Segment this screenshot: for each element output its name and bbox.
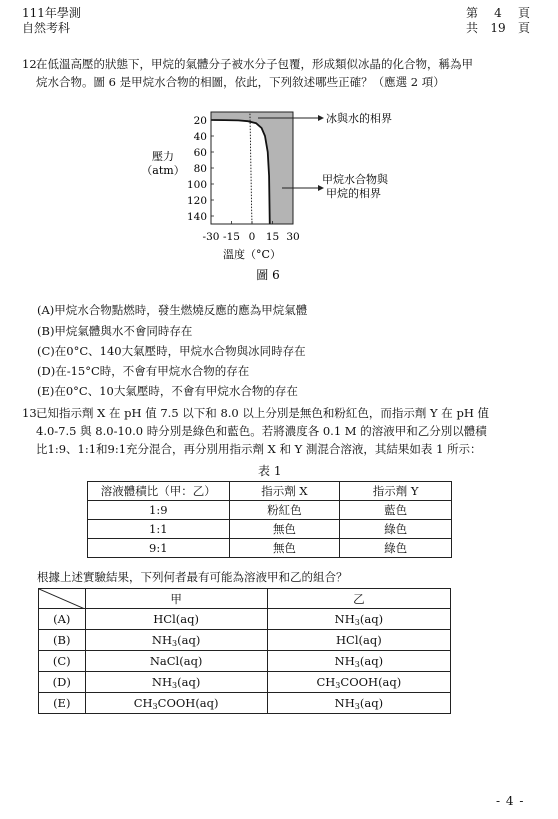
table-cell: 粉紅色 xyxy=(229,501,340,520)
question-13 xyxy=(22,404,532,458)
phase-diagram xyxy=(187,112,300,243)
table-cell: HCl(aq) xyxy=(85,609,267,630)
page-indicator: 第 4 頁 xyxy=(466,6,530,20)
table-row xyxy=(88,520,452,539)
phase-diagram-figure xyxy=(0,0,558,300)
option-a: (A)甲烷水合物點燃時，發生燃燒反應的應為甲烷氣體 xyxy=(37,303,308,317)
table-cell: $NH_3(aq)$ xyxy=(85,630,267,651)
y-tick-label: 60 xyxy=(193,147,207,159)
table-cell: $NH_3(aq)$ xyxy=(267,693,450,714)
annotation-hydrate-1: 甲烷水合物與 xyxy=(322,173,388,186)
x-tick-label: -15 xyxy=(223,231,240,243)
table-cell: 無色 xyxy=(229,520,340,539)
question-text: 在低溫高壓的狀態下，甲烷的氣體分子被水分子包覆，形成類似冰晶的化合物，稱為甲 xyxy=(36,57,473,71)
table-header: 指示劑 Y xyxy=(340,482,452,501)
y-tick-label: 120 xyxy=(186,195,207,207)
question-text: 已知指示劑 X 在 pH 值 7.5 以下和 8.0 以上分別是無色和粉紅色，而指示劑 Y 在 pH 值 xyxy=(36,406,489,420)
option-b: (B)甲烷氣體與水不會同時存在 xyxy=(37,324,193,338)
y-axis-label: 壓力 xyxy=(152,150,174,163)
y-tick-label: 20 xyxy=(193,115,207,127)
table-cell: HCl(aq) xyxy=(267,630,450,651)
annotation-hydrate-2: 甲烷的相界 xyxy=(326,187,381,200)
question-prompt: 根據上述實驗結果，下列何者最有可能為溶液甲和乙的組合？ xyxy=(37,570,348,584)
table-header-row xyxy=(88,482,452,501)
table-row xyxy=(39,630,451,651)
y-tick-label: 100 xyxy=(186,179,207,191)
annotation-ice-water: 冰與水的相界 xyxy=(326,112,392,125)
table-cell: 1:9 xyxy=(88,501,230,520)
table1-caption: 表 1 xyxy=(258,464,282,478)
table-cell: 9:1 xyxy=(88,539,230,558)
question-text: 比1:9、1:1和9:1充分混合，再分別用指示劑 X 和 Y 測混合溶液，其結果如表 1 所示： xyxy=(36,442,482,456)
table-cell: NaCl(aq) xyxy=(85,651,267,672)
answer-choices-table xyxy=(38,588,451,714)
table-header-diagonal xyxy=(39,589,86,609)
figure-caption: 圖 6 xyxy=(256,268,280,282)
question-number: 12. xyxy=(22,57,41,71)
x-tick-label: 15 xyxy=(265,231,280,243)
table-cell: 綠色 xyxy=(340,520,452,539)
diagonal-line xyxy=(39,589,85,609)
choice-label: (E) xyxy=(39,693,86,714)
table-header: 指示劑 X xyxy=(229,482,340,501)
table-row xyxy=(88,539,452,558)
table-cell: 藍色 xyxy=(340,501,452,520)
x-tick-label: -30 xyxy=(202,231,220,243)
subject-title: 自然考科 xyxy=(22,21,71,35)
table-header: 甲 xyxy=(85,589,267,609)
table-row xyxy=(88,501,452,520)
total-pages: 共 19 頁 xyxy=(466,21,530,35)
table-cell: 無色 xyxy=(229,539,340,558)
hydrate-region xyxy=(211,120,270,224)
hydrate-area xyxy=(211,120,270,224)
table-cell: $CH_3COOH(aq)$ xyxy=(85,693,267,714)
choice-label: (C) xyxy=(39,651,86,672)
option-e: (E)在0°C、10大氣壓時，不會有甲烷水合物的存在 xyxy=(37,384,298,398)
y-tick-label: 40 xyxy=(193,131,207,143)
y-tick-label: 140 xyxy=(186,211,207,223)
x-axis-label: 溫度（°C） xyxy=(223,248,281,261)
choice-label: (A) xyxy=(39,609,86,630)
y-axis-unit: （atm） xyxy=(141,164,185,177)
table-row xyxy=(39,651,451,672)
table1 xyxy=(87,481,452,558)
table-cell: $NH_3(aq)$ xyxy=(85,672,267,693)
arrow-icon xyxy=(318,115,324,121)
question-text: 烷水合物。圖 6 是甲烷水合物的相圖，依此，下列敘述哪些正確？（應選 2 項） xyxy=(36,75,445,89)
x-tick-label: 0 xyxy=(248,231,256,243)
table-row xyxy=(39,609,451,630)
table-cell: $NH_3(aq)$ xyxy=(267,609,450,630)
table-header-row xyxy=(39,589,451,609)
x-tick-label: 30 xyxy=(286,231,300,243)
exam-title: 111年學測 xyxy=(22,6,81,20)
y-tick-label: 80 xyxy=(193,163,207,175)
table-row xyxy=(39,672,451,693)
table-row xyxy=(39,693,451,714)
question-number: 13. xyxy=(22,406,41,420)
table-header: 溶液體積比（甲：乙） xyxy=(88,482,230,501)
table-cell: 綠色 xyxy=(340,539,452,558)
option-d: (D)在-15°C時，不會有甲烷水合物的存在 xyxy=(37,364,250,378)
choice-label: (B) xyxy=(39,630,86,651)
table-cell: $CH_3COOH(aq)$ xyxy=(267,672,450,693)
question-text: 4.0-7.5 與 8.0-10.0 時分別是綠色和藍色。若將濃度各 0.1 M 的溶液甲和乙分別以體積 xyxy=(36,424,487,438)
page-number: - 4 - xyxy=(496,794,525,808)
table-cell: $NH_3(aq)$ xyxy=(267,651,450,672)
choice-label: (D) xyxy=(39,672,86,693)
table-header: 乙 xyxy=(267,589,450,609)
option-c: (C)在0°C、140大氣壓時，甲烷水合物與冰同時存在 xyxy=(37,344,306,358)
table-cell: 1:1 xyxy=(88,520,230,539)
